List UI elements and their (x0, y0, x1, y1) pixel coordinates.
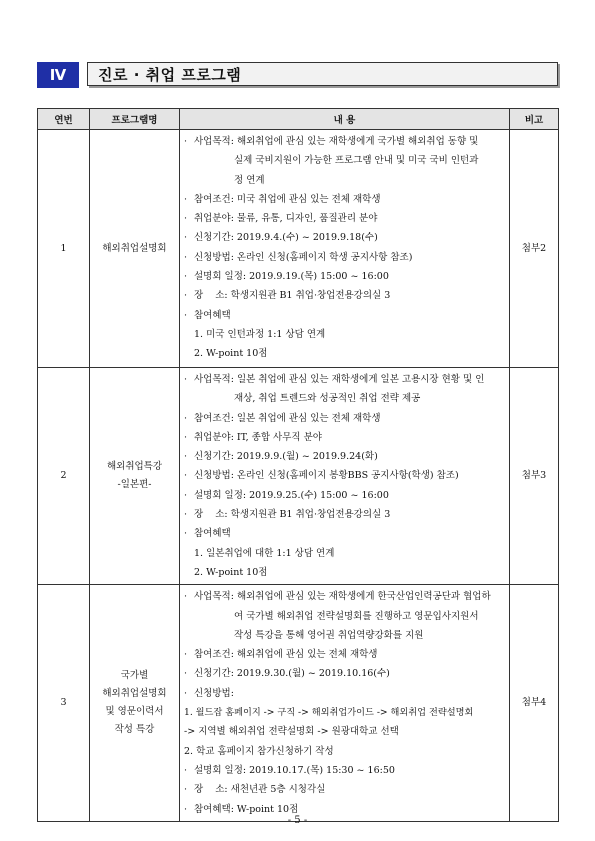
note-cell: 첨부3 (510, 368, 559, 585)
bullet: · (184, 470, 188, 482)
col-header-note: 비고 (510, 109, 559, 130)
program-content (180, 585, 510, 822)
bullet: · (184, 412, 188, 424)
content-line (184, 761, 503, 780)
item-text: 참여조건: 일본 취업에 관심 있는 전체 재학생 (194, 412, 381, 424)
item-text: 신청기간: 2019.9.4.(수) ~ 2019.9.18(수) (194, 232, 378, 244)
program-content (180, 130, 510, 368)
program-name: 해외취업설명회 (90, 130, 180, 368)
program-name-line: 국가별 (120, 670, 149, 682)
bullet: · (184, 213, 188, 225)
item-text: 신청방법: (194, 687, 234, 699)
program-name-line: 작성 특강 (114, 724, 155, 736)
col-header-program: 프로그램명 (90, 109, 180, 130)
purpose-continuation: 재상, 취업 트렌드와 성공적인 취업 전략 제공 (234, 393, 421, 405)
item-text: 신청방법: 온라인 신청(홈페이지 학생 공지사항 참조) (194, 251, 413, 263)
program-name-line: 해외취업설명회 (102, 688, 167, 700)
benefit-item: 1. 미국 인턴과정 1:1 상담 연계 (194, 328, 326, 340)
benefit-item: 1. 일본취업에 대한 1:1 상담 연계 (194, 547, 335, 559)
col-header-no: 연번 (38, 109, 90, 130)
bullet: · (184, 374, 188, 385)
purpose-text: 해외취업에 관심 있는 재학생에게 국가별 해외취업 동향 및 (236, 136, 479, 147)
row-number: 3 (38, 585, 90, 822)
col-header-content: 내 용 (180, 109, 510, 130)
section-title: 진로 · 취업 프로그램 (87, 62, 558, 86)
purpose-label: 사업목적: (194, 591, 234, 603)
item-text: 설명회 일정: 2019.9.25.(수) 15:00 ~ 16:00 (194, 489, 389, 501)
item-text: 참여조건: 미국 취업에 관심 있는 전체 재학생 (194, 193, 381, 205)
purpose-text: 일본 취업에 관심 있는 재학생에게 일본 고용시장 현황 및 인 (236, 374, 485, 385)
item-text: 참여조건: 해외취업에 관심 있는 전체 재학생 (194, 649, 378, 661)
purpose-continuation: 실제 국비지원이 가능한 프로그램 안내 및 미국 국비 인턴과 (234, 155, 479, 167)
bullet: · (184, 232, 188, 244)
item-text: 설명회 일정: 2019.9.19.(목) 15:00 ~ 16:00 (194, 271, 389, 283)
item-text: 신청방법: 온라인 신청(홈페이지 봉황BBS 공지사항(학생) 참조) (194, 470, 459, 482)
content-line (184, 486, 503, 505)
program-name (90, 368, 180, 585)
bullet: · (184, 528, 188, 540)
item-text: 취업분야: IT, 종합 사무직 분야 (194, 431, 322, 443)
table-row (38, 130, 559, 368)
program-name-line: 및 영문이력서 (105, 706, 164, 718)
content-line (184, 466, 503, 485)
content-line (184, 684, 503, 703)
item-text: 장 소: 학생지원관 B1 취업·창업전용강의실 3 (194, 290, 391, 302)
content-line (184, 505, 503, 524)
section-number: Ⅳ (37, 62, 79, 88)
program-table (37, 108, 559, 822)
purpose-label: 사업목적: (194, 374, 234, 385)
item-text: 참여혜택: W-point 10점 (194, 803, 299, 815)
bullet: · (184, 687, 188, 699)
content-line (184, 409, 503, 428)
note-cell: 첨부2 (510, 130, 559, 368)
content-line (184, 524, 503, 543)
bullet: · (184, 489, 188, 501)
method-line: -> 지역별 해외취업 전략설명회 -> 원광대학교 선택 (184, 726, 399, 738)
content-line (184, 587, 503, 606)
content-line (184, 190, 503, 209)
program-name-line: -일본편- (117, 479, 152, 491)
item-text: 참여혜택 (194, 309, 231, 321)
content-line (184, 306, 503, 325)
method-line: 1. 월드잡 홈페이지 -> 구직 -> 해외취업가이드 -> 해외취업 전략설명회 (184, 707, 474, 719)
bullet: · (184, 784, 188, 796)
purpose-continuation: 여 국가별 해외취업 전략설명회를 진행하고 영문입사지원서 (234, 610, 479, 622)
bullet: · (184, 649, 188, 661)
purpose-continuation: 작성 특강을 통해 영어권 취업역량강화를 지원 (234, 629, 424, 641)
bullet: · (184, 803, 188, 815)
program-content (180, 368, 510, 585)
bullet: · (184, 591, 188, 603)
content-line (184, 286, 503, 305)
table-row (38, 585, 559, 822)
note-cell: 첨부4 (510, 585, 559, 822)
section-heading (37, 62, 558, 88)
content-line (184, 209, 503, 228)
purpose-text: 해외취업에 관심 있는 재학생에게 한국산업인력공단과 협업하 (236, 591, 491, 603)
item-text: 장 소: 새천년관 5층 시청각실 (194, 784, 326, 796)
bullet: · (184, 431, 188, 443)
content-line (184, 780, 503, 799)
page-number: - 5 - (287, 815, 308, 826)
table-header-row (38, 109, 559, 130)
content-line (184, 248, 503, 267)
content-line (184, 664, 503, 683)
content-line (184, 228, 503, 247)
item-text: 참여혜택 (194, 528, 231, 540)
table-row (38, 368, 559, 585)
item-text: 설명회 일정: 2019.10.17.(목) 15:30 ~ 16:50 (194, 764, 395, 776)
content-line (184, 428, 503, 447)
bullet: · (184, 451, 188, 463)
program-name (90, 585, 180, 822)
bullet: · (184, 668, 188, 680)
item-text: 장 소: 학생지원관 B1 취업·창업전용강의실 3 (194, 509, 391, 521)
bullet: · (184, 509, 188, 521)
bullet: · (184, 193, 188, 205)
purpose-label: 사업목적: (194, 136, 234, 147)
bullet: · (184, 251, 188, 263)
content-line (184, 447, 503, 466)
content-line (184, 370, 503, 389)
item-text: 취업분야: 물류, 유통, 디자인, 품질관리 분야 (194, 213, 378, 225)
purpose-continuation: 정 연계 (234, 174, 265, 186)
bullet: · (184, 309, 188, 321)
benefit-item: 2. W-point 10점 (194, 348, 268, 360)
bullet: · (184, 271, 188, 283)
item-text: 신청기간: 2019.9.9.(월) ~ 2019.9.24(화) (194, 451, 378, 463)
program-name-line: 해외취업특강 (106, 461, 163, 473)
row-number: 2 (38, 368, 90, 585)
item-text: 신청기간: 2019.9.30.(월) ~ 2019.10.16(수) (194, 668, 390, 680)
content-line (184, 267, 503, 286)
bullet: · (184, 764, 188, 776)
benefit-item: 2. W-point 10점 (194, 566, 268, 578)
content-line (184, 645, 503, 664)
method-line: 2. 학교 홈페이지 참가신청하기 작성 (184, 745, 334, 757)
row-number: 1 (38, 130, 90, 368)
content-line (184, 132, 503, 151)
bullet: · (184, 136, 188, 147)
bullet: · (184, 290, 188, 302)
